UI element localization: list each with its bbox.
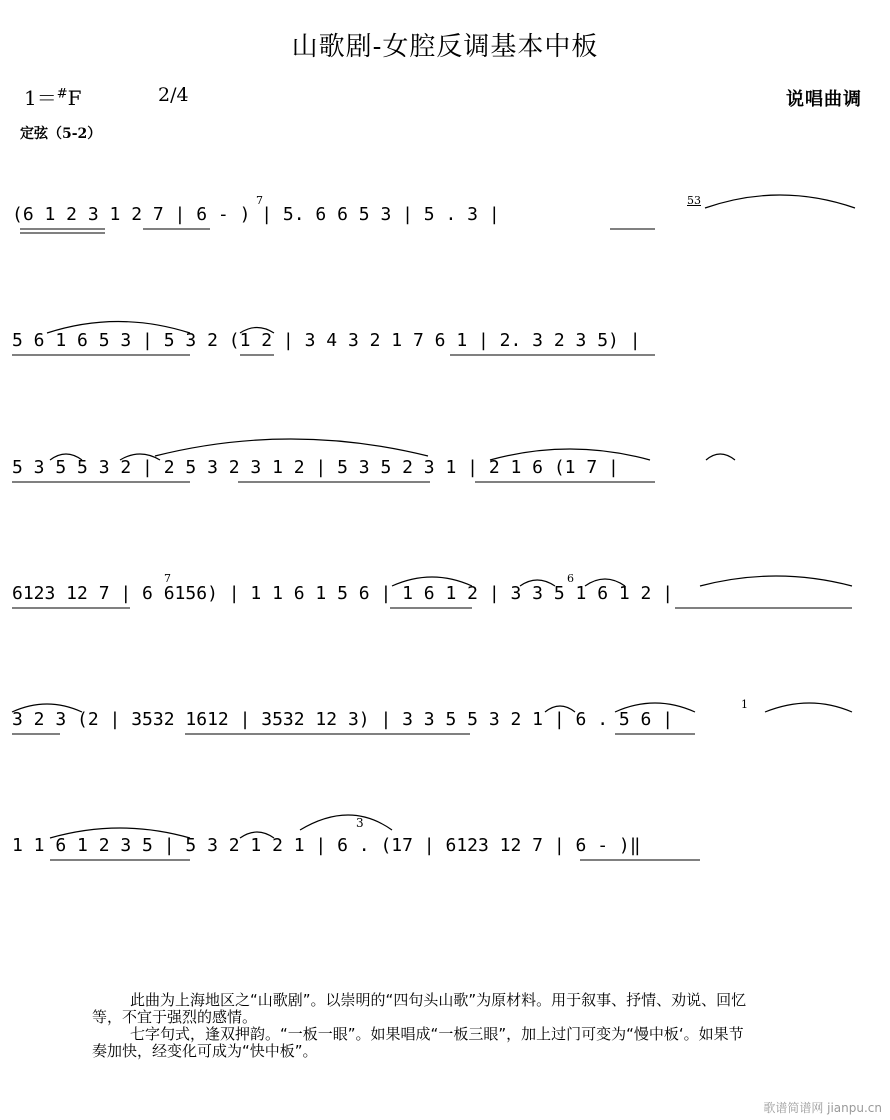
slur: [545, 706, 575, 712]
score-line-2: 5 6 1 6 5 3 | 5 3 2 (1 2 | 3 4 3 2 1 7 6 1 | 2. 3 2 3 5) |: [12, 330, 641, 351]
time-signature: 2/4: [158, 84, 189, 106]
slur: [392, 577, 472, 586]
site-watermark: 歌谱简谱网 jianpu.cn: [763, 1101, 882, 1115]
slur: [585, 579, 625, 586]
grace-note-4: 6: [567, 572, 574, 585]
slur: [50, 828, 190, 838]
slur: [490, 449, 650, 460]
slur: [615, 703, 695, 712]
slur: [240, 832, 274, 838]
tuning-label: 定弦（5-2）: [20, 126, 102, 142]
slur: [765, 703, 852, 712]
slur: [700, 576, 852, 586]
notes-paragraph-2: 七字句式，逢双押韵。“一板一眼”。如果唱成“一板三眼”，加上过门可变为“慢中板‘。如果节奏加快，经变化可成为“快中板”。: [92, 1025, 744, 1060]
grace-note-5: 1: [741, 698, 748, 711]
notes-paragraph-1: 此曲为上海地区之“山歌剧”。以崇明的“四句头山歌”为原材料。用于叙事、抒情、劝说、回忆等，不宜于强烈的感情。: [92, 991, 747, 1026]
slur: [705, 195, 855, 208]
page-title: 山歌剧-女腔反调基本中板: [291, 32, 599, 62]
grace-note-1: 7: [256, 194, 263, 207]
slur: [155, 439, 428, 456]
slur: [240, 328, 274, 334]
slur: [300, 815, 392, 830]
slur: [520, 580, 555, 586]
score-line-6: 1 1 6 1 2 3 5 | 5 3 2 1 2 1 | 6 . (17 | 6123 12 7 | 6 - )‖: [12, 835, 641, 856]
grace-note-2: 53: [687, 194, 701, 207]
slur: [706, 454, 735, 460]
slur: [50, 454, 82, 460]
score-line-3: 5 3 5 5 3 2 | 2 5 3 2 3 1 2 | 5 3 5 2 3 1 | 2 1 6 (1 7 |: [12, 457, 619, 478]
score-line-1: (6 1 2 3 1 2 7 | 6 - ) | 5. 6 6 5 3 | 5 . 3 |: [12, 204, 500, 225]
key-prefix: 1＝: [24, 86, 57, 110]
genre-label: 说唱曲调: [786, 89, 862, 110]
triplet-mark: 3: [356, 816, 364, 830]
key-sharp: #: [56, 86, 68, 102]
slur: [12, 704, 82, 712]
explanatory-notes: [92, 992, 752, 1060]
slur: [47, 322, 190, 334]
score-line-4: 6123 12 7 | 6 6156) | 1 1 6 1 5 6 | 1 6 1 2 | 3 3 5 1 6 1 2 |: [12, 583, 674, 604]
slur: [120, 454, 160, 460]
key-note: F: [67, 86, 82, 110]
score-line-5: 3 2 3 (2 | 3532 1612 | 3532 12 3) | 3 3 5 5 3 2 1 | 6 . 5 6 |: [12, 709, 674, 730]
grace-note-3: 7: [164, 572, 171, 585]
